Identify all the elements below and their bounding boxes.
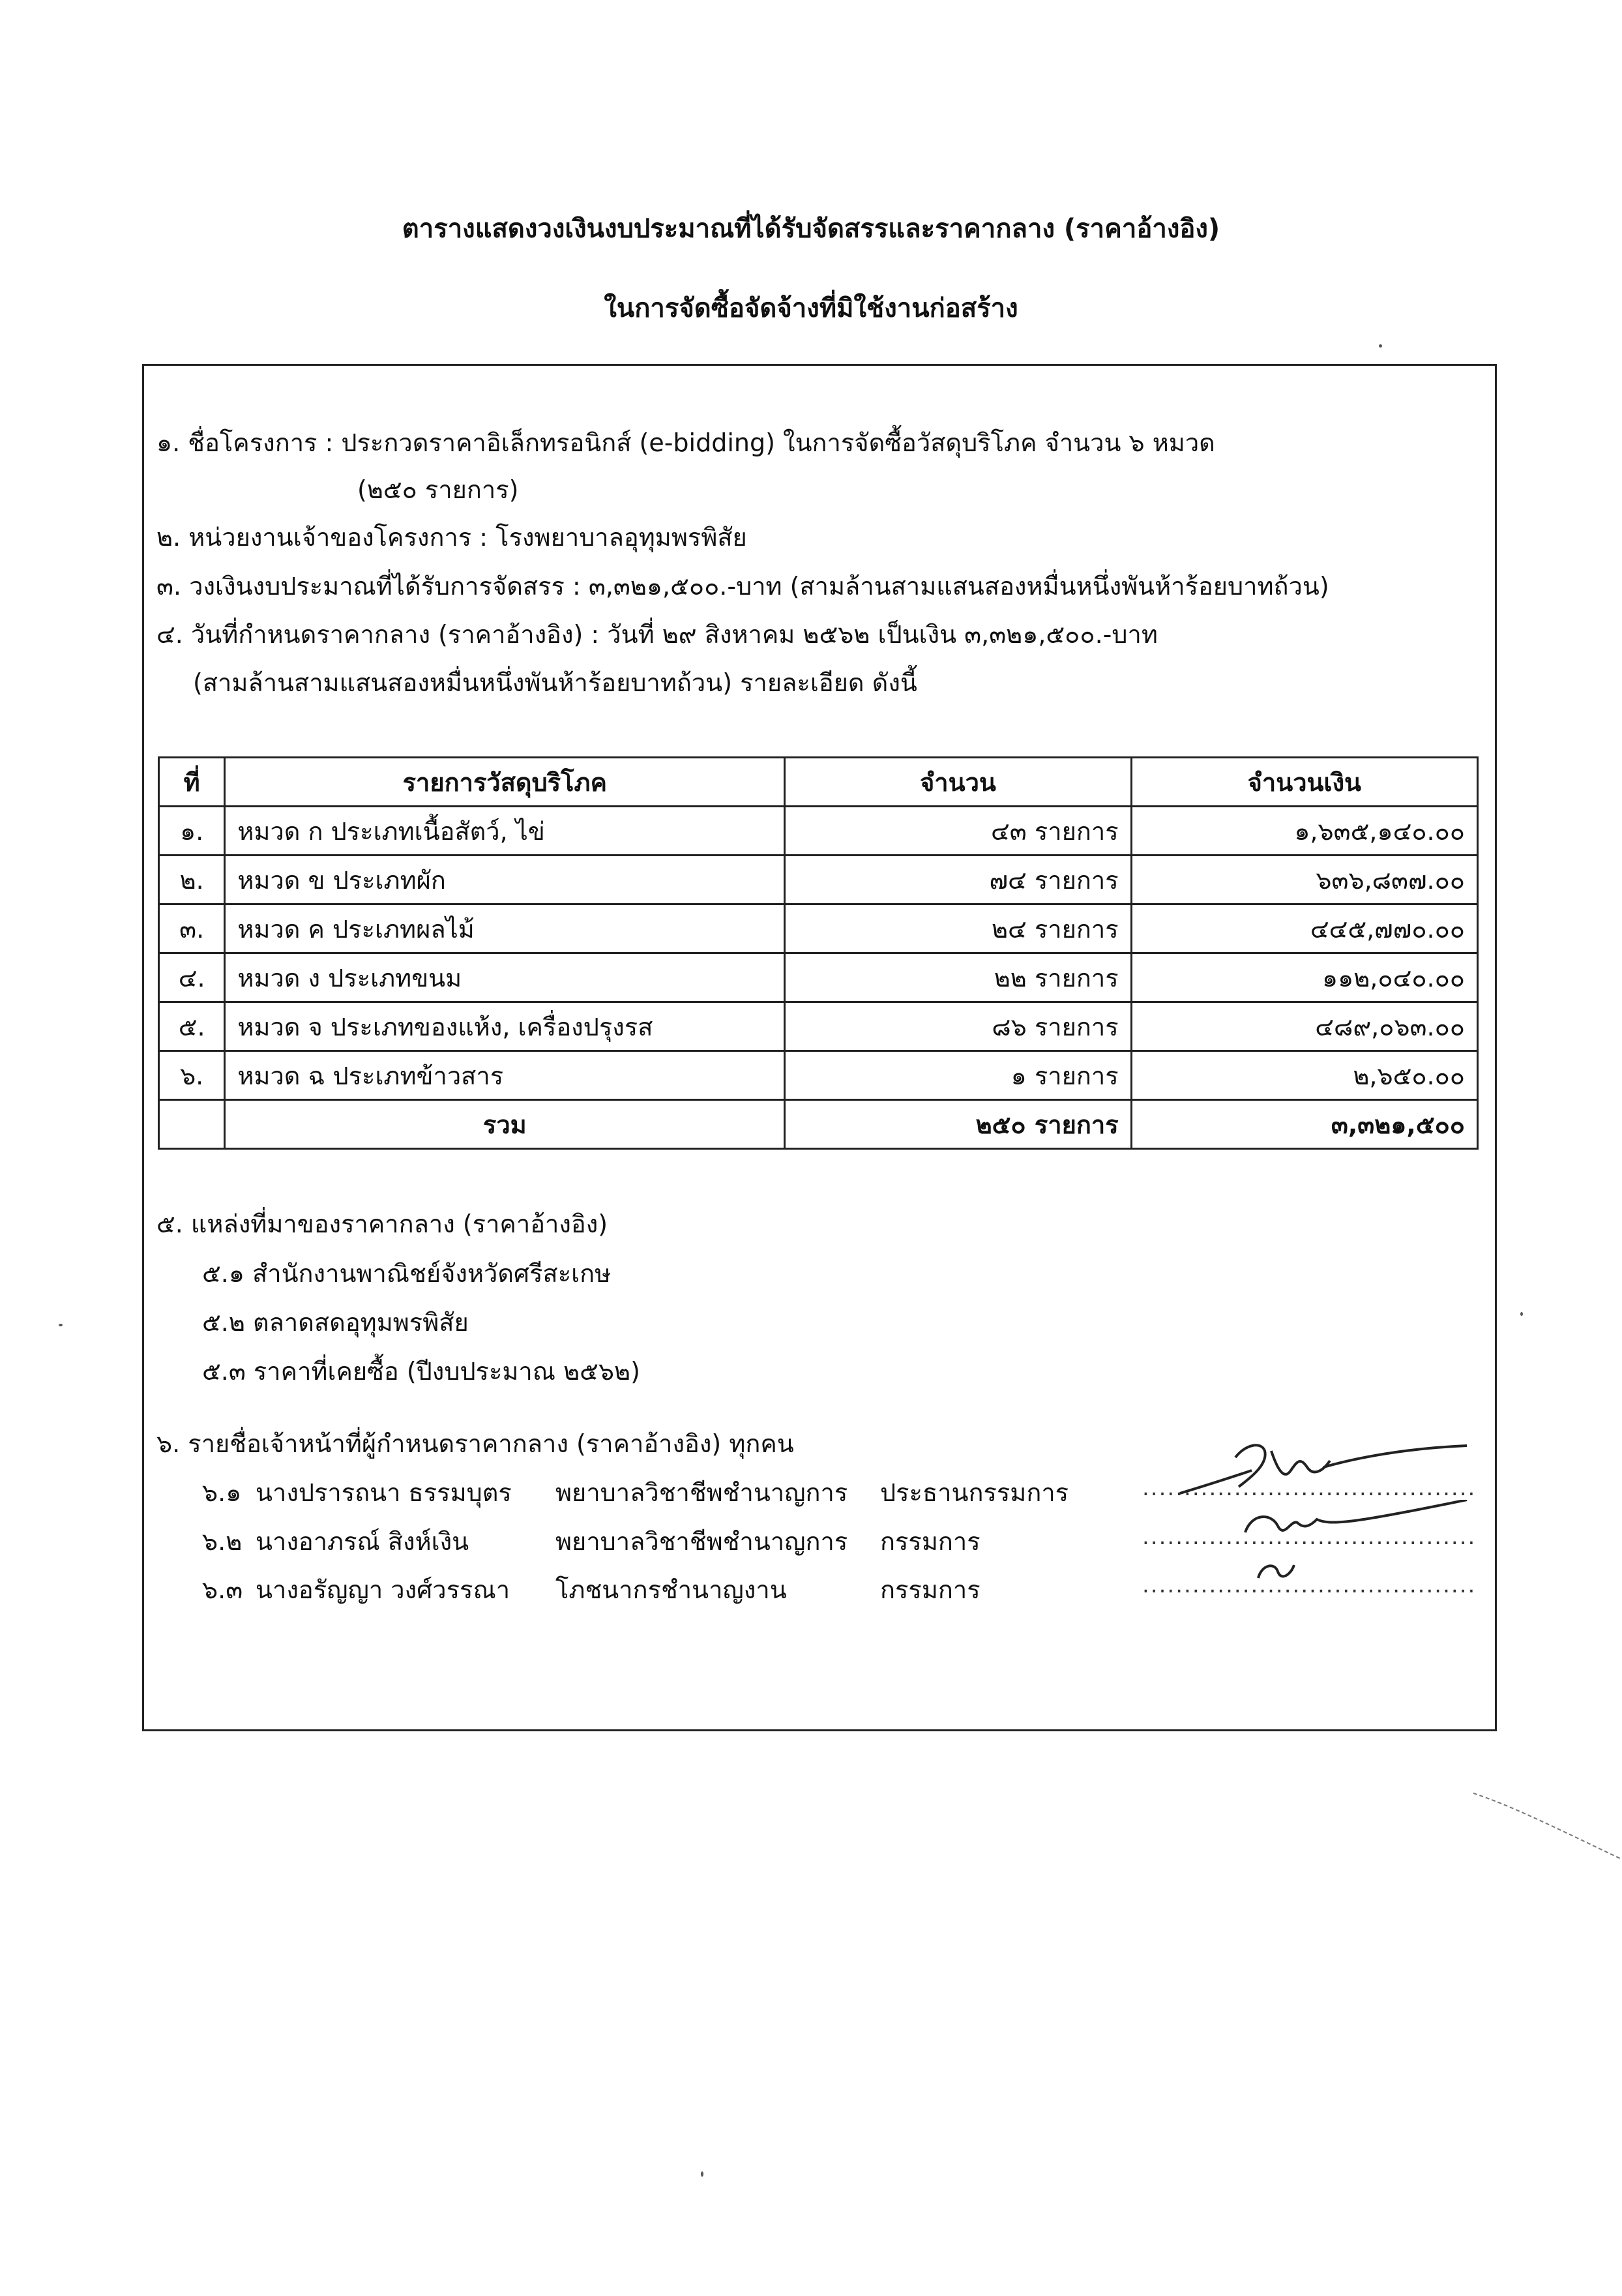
member-role: กรรมการ	[880, 1575, 981, 1604]
member-position: พยาบาลวิชาชีพชำนาญการ	[555, 1478, 848, 1507]
header-no: ที่	[159, 758, 225, 807]
total-amount: ๓,๓๒๑,๕๐๐	[1131, 1100, 1477, 1149]
signature-dotted-line: ........................................	[1142, 1524, 1477, 1550]
row-amount: ๑๑๒,๐๔๐.๐๐	[1131, 953, 1477, 1002]
table-row	[159, 904, 1478, 953]
row-item: หมวด ง ประเภทขนม	[225, 953, 785, 1002]
member-role: กรรมการ	[880, 1527, 981, 1556]
signature-1	[1173, 1431, 1473, 1503]
committee-heading: ๖. รายชื่อเจ้าหน้าที่ผู้กำหนดราคากลาง (ราคาอ้างอิง) ทุกคน	[156, 1429, 794, 1458]
member-no: ๖.๑	[202, 1478, 242, 1507]
table-row	[159, 1051, 1478, 1100]
document-title: ตารางแสดงวงเงินงบประมาณที่ได้รับจัดสรรและราคากลาง (ราคาอ้างอิง)	[402, 214, 1220, 244]
table-row	[159, 953, 1478, 1002]
signature-2	[1226, 1500, 1473, 1558]
scan-mark	[1473, 1774, 1622, 1865]
row-qty: ๑ รายการ	[785, 1051, 1131, 1100]
member-position: พยาบาลวิชาชีพชำนาญการ	[555, 1527, 848, 1556]
row-item: หมวด จ ประเภทของแห้ง, เครื่องปรุงรส	[225, 1002, 785, 1051]
table-row	[159, 856, 1478, 904]
source-item: ๕.๑ สำนักงานพาณิชย์จังหวัดศรีสะเกษ	[202, 1259, 612, 1288]
row-amount: ๔๔๕,๗๗๐.๐๐	[1131, 904, 1477, 953]
member-role: ประธานกรรมการ	[880, 1478, 1069, 1507]
total-no-cell	[159, 1100, 225, 1149]
project-name-line: ๑. ชื่อโครงการ : ประกวดราคาอิเล็กทรอนิกส์ (e-bidding) ในการจัดซื้อวัสดุบริโภค จำนวน ๖ หมวด	[156, 428, 1215, 457]
row-amount: ๑,๖๓๕,๑๔๐.๐๐	[1131, 807, 1477, 856]
row-qty: ๔๓ รายการ	[785, 807, 1131, 856]
row-qty: ๒๔ รายการ	[785, 904, 1131, 953]
signature-dotted-line: ........................................	[1142, 1475, 1477, 1501]
row-no: ๖.	[159, 1051, 225, 1100]
member-position: โภชนากรชำนาญงาน	[555, 1575, 787, 1604]
project-name-continued: (๒๕๐ รายการ)	[357, 475, 519, 504]
row-no: ๔.	[159, 953, 225, 1002]
total-label: รวม	[225, 1100, 785, 1149]
reference-date-continued: (สามล้านสามแสนสองหมื่นหนึ่งพันห้าร้อยบาทถ้วน) รายละเอียด ดังนี้	[193, 668, 917, 697]
reference-date-line: ๔. วันที่กำหนดราคากลาง (ราคาอ้างอิง) : วันที่ ๒๙ สิงหาคม ๒๕๖๒ เป็นเงิน ๓,๓๒๑,๕๐๐.-บาท	[156, 620, 1158, 649]
row-qty: ๗๔ รายการ	[785, 856, 1131, 904]
signature-3	[1252, 1552, 1304, 1591]
budget-line: ๓. วงเงินงบประมาณที่ได้รับการจัดสรร : ๓,๓๒๑,๕๐๐.-บาท (สามล้านสามแสนสองหมื่นหนึ่งพันห้าร้อยบาทถ้วน)	[156, 572, 1329, 601]
table-row	[159, 1002, 1478, 1051]
member-name: นางอาภรณ์ สิงห์เงิน	[256, 1527, 469, 1556]
signature-dotted-line: ........................................	[1142, 1572, 1477, 1598]
header-item: รายการวัสดุบริโภค	[225, 758, 785, 807]
row-item: หมวด ก ประเภทเนื้อสัตว์, ไข่	[225, 807, 785, 856]
source-item: ๕.๓ ราคาที่เคยซื้อ (ปีงบประมาณ ๒๕๖๒)	[202, 1357, 640, 1386]
budget-table	[158, 756, 1479, 1150]
scan-speck	[59, 1324, 63, 1326]
row-no: ๓.	[159, 904, 225, 953]
row-no: ๕.	[159, 1002, 225, 1051]
header-amount: จำนวนเงิน	[1131, 758, 1477, 807]
member-name: นางปรารถนา ธรรมบุตร	[256, 1478, 512, 1507]
row-amount: ๔๘๙,๐๖๓.๐๐	[1131, 1002, 1477, 1051]
scan-speck	[1520, 1312, 1523, 1316]
row-amount: ๒,๖๕๐.๐๐	[1131, 1051, 1477, 1100]
source-item: ๕.๒ ตลาดสดอุทุมพรพิสัย	[202, 1308, 469, 1337]
row-item: หมวด ข ประเภทผัก	[225, 856, 785, 904]
sources-heading: ๕. แหล่งที่มาของราคากลาง (ราคาอ้างอิง)	[156, 1210, 608, 1238]
scan-speck	[701, 2171, 703, 2177]
row-no: ๑.	[159, 807, 225, 856]
owner-agency-line: ๒. หน่วยงานเจ้าของโครงการ : โรงพยาบาลอุทุมพรพิสัย	[156, 523, 747, 552]
document-subtitle: ในการจัดซื้อจัดจ้างที่มิใช้งานก่อสร้าง	[604, 293, 1018, 323]
row-item: หมวด ค ประเภทผลไม้	[225, 904, 785, 953]
row-no: ๒.	[159, 856, 225, 904]
scan-speck	[1379, 344, 1382, 348]
total-qty: ๒๕๐ รายการ	[785, 1100, 1131, 1149]
table-total-row	[159, 1100, 1478, 1149]
row-amount: ๖๓๖,๘๓๗.๐๐	[1131, 856, 1477, 904]
member-no: ๖.๒	[202, 1527, 243, 1556]
member-name: นางอรัญญา วงศ์วรรณา	[256, 1575, 510, 1604]
row-item: หมวด ฉ ประเภทข้าวสาร	[225, 1051, 785, 1100]
table-row	[159, 807, 1478, 856]
table-header-row	[159, 758, 1478, 807]
row-qty: ๒๒ รายการ	[785, 953, 1131, 1002]
row-qty: ๘๖ รายการ	[785, 1002, 1131, 1051]
header-qty: จำนวน	[785, 758, 1131, 807]
member-no: ๖.๓	[202, 1575, 243, 1604]
